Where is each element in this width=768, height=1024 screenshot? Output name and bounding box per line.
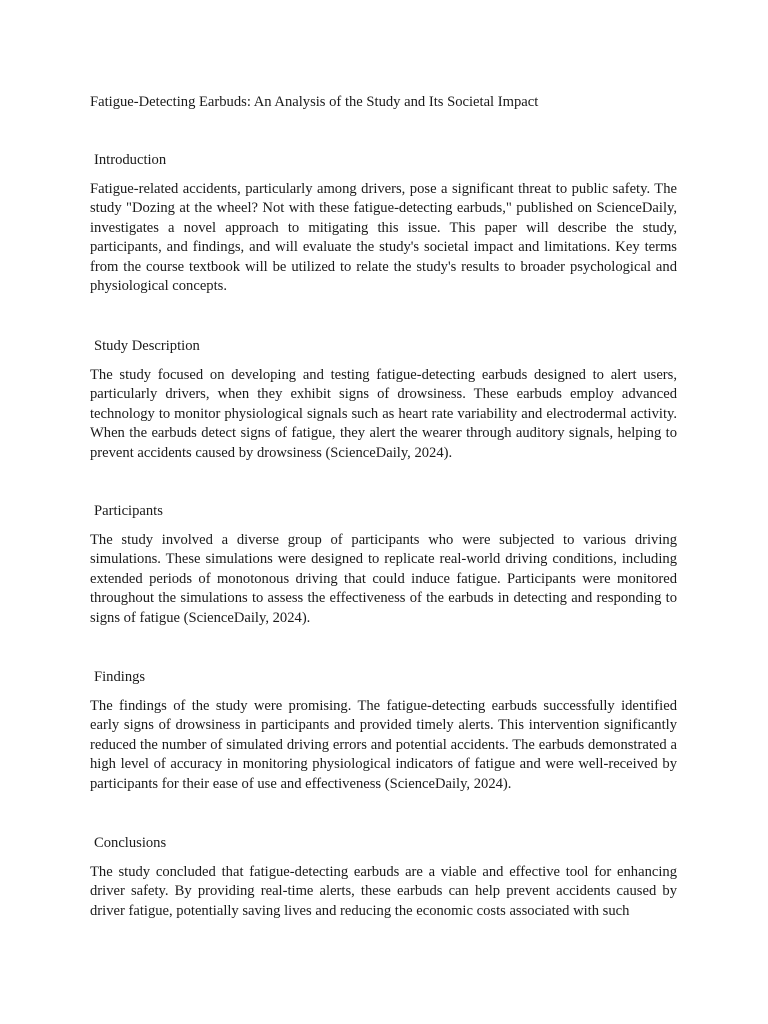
section-introduction (90, 151, 677, 297)
section-body-participants: The study involved a diverse group of participants who were subjected to various driving simulations. These simulations were designed to replicate real-world driving conditions, including extended periods of monotonous driving that could induce fatigue. Participants were monitored throughout the simulations to assess the effectiveness of the earbuds in detecting and responding to signs of fatigue (ScienceDaily, 2024). (90, 531, 677, 626)
section-heading-findings: Findings (94, 669, 146, 685)
section-heading-introduction: Introduction (94, 152, 167, 168)
section-findings (90, 668, 677, 794)
section-heading-participants: Participants (94, 503, 163, 519)
document-title: Fatigue-Detecting Earbuds: An Analysis of the Study and Its Societal Impact (90, 94, 539, 110)
section-participants (90, 502, 677, 628)
section-study-description (90, 337, 677, 463)
section-body-introduction: Fatigue-related accidents, particularly among drivers, pose a significant threat to public safety. The study "Dozing at the wheel? Not with these fatigue-detecting earbuds," published on ScienceDaily, investigates a novel approach to mitigating this issue. This paper will describe the study, participants, and findings, and will evaluate the study's societal impact and limitations. Key terms from the course textbook will be utilized to relate the study's results to broader psychological and physiological concepts. (90, 180, 677, 294)
section-heading-conclusions: Conclusions (94, 835, 167, 851)
section-body-conclusions: The study concluded that fatigue-detecting earbuds are a viable and effective tool for enhancing driver safety. By providing real-time alerts, these earbuds can help prevent accidents caused by driver fatigue, potentially saving lives and reducing the economic costs associated with such (90, 863, 677, 919)
section-body-findings: The findings of the study were promising. The fatigue-detecting earbuds successfully identified early signs of drowsiness in participants and provided timely alerts. This intervention significantly reduced the number of simulated driving errors and potential accidents. The earbuds demonstrated a high level of accuracy in monitoring physiological indicators of fatigue and were well-received by participants for their ease of use and effectiveness (ScienceDaily, 2024). (90, 697, 677, 792)
section-conclusions (90, 834, 677, 921)
section-body-study-description: The study focused on developing and testing fatigue-detecting earbuds designed to alert users, particularly drivers, when they exhibit signs of drowsiness. These earbuds employ advanced technology to monitor physiological signals such as heart rate variability and electrodermal activity. When the earbuds detect signs of fatigue, they alert the wearer through auditory signals, helping to prevent accidents caused by drowsiness (ScienceDaily, 2024). (90, 366, 677, 461)
section-heading-study-description: Study Description (94, 338, 200, 354)
